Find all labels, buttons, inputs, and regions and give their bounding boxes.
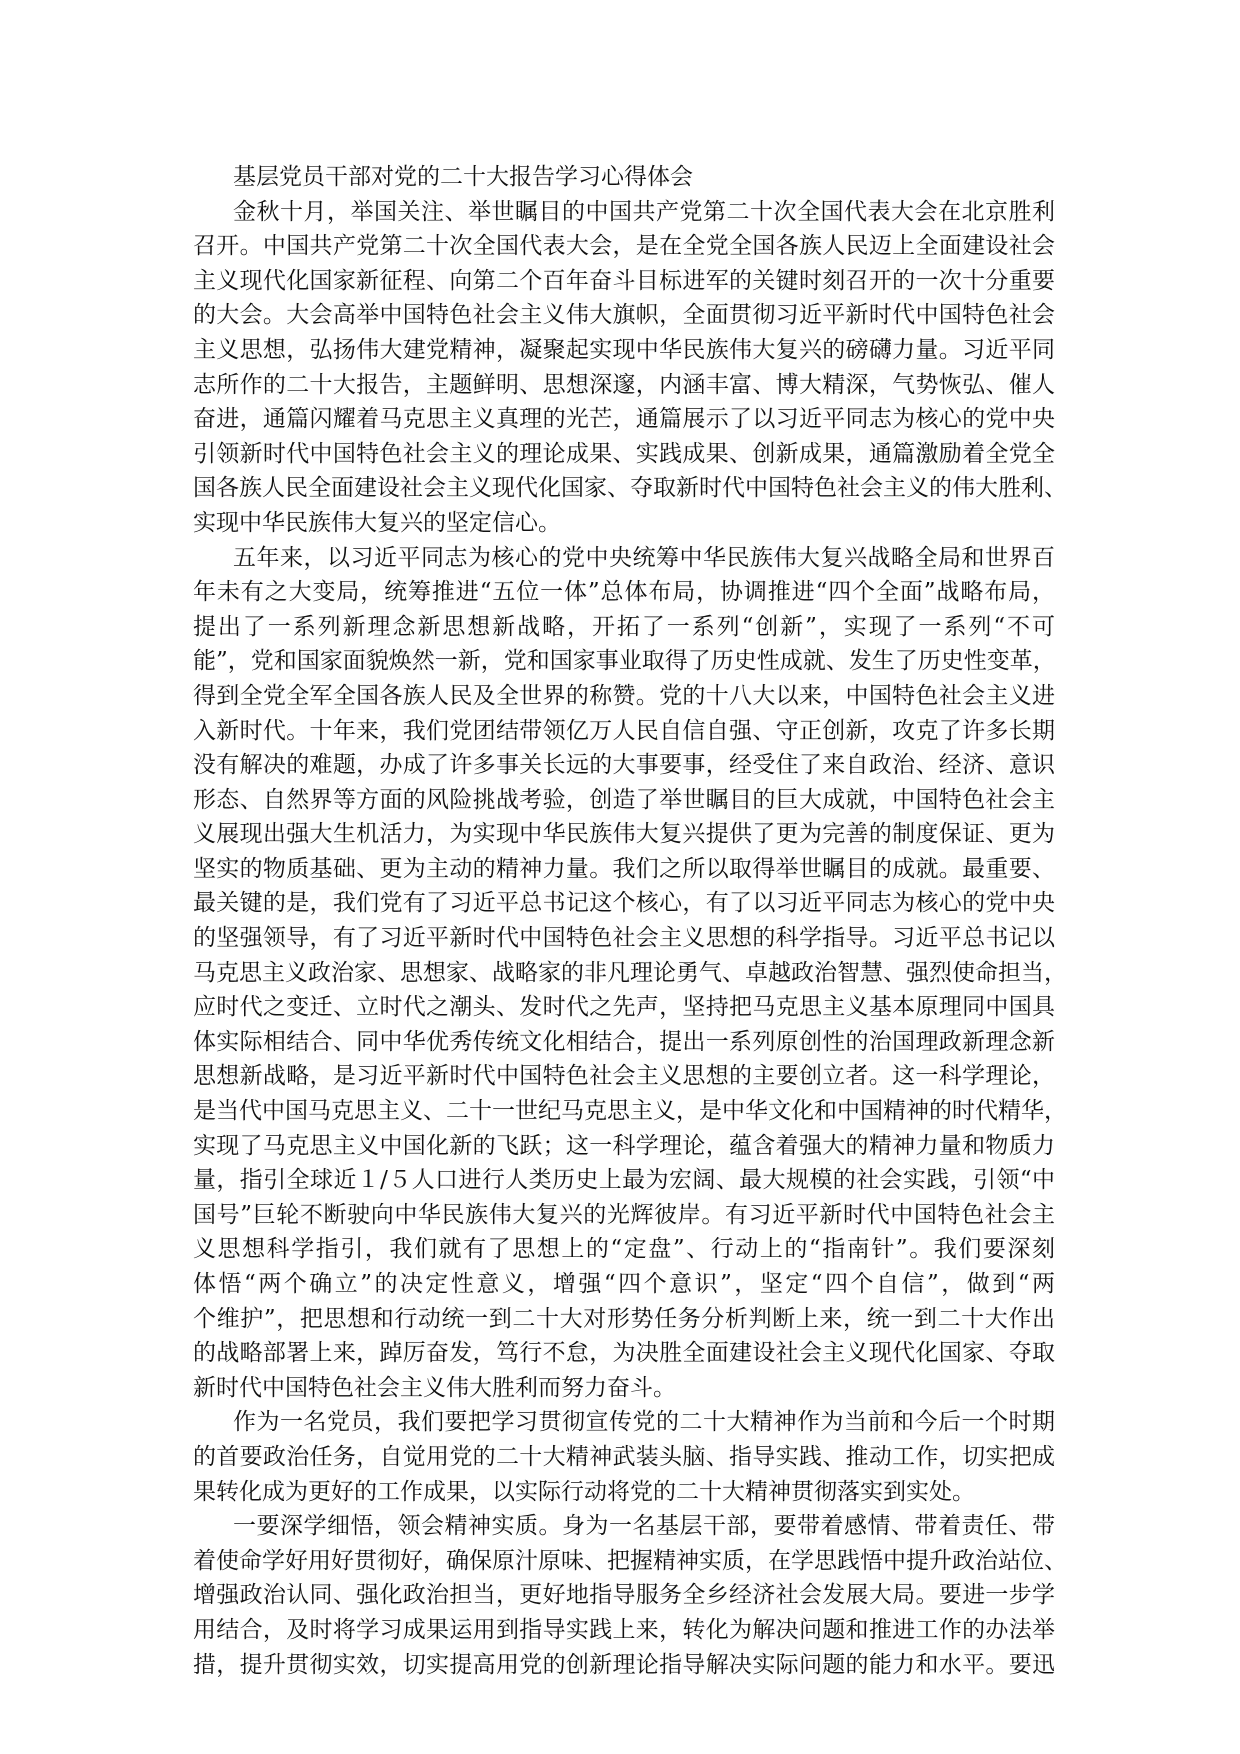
paragraph-line: 增强政治认同、强化政治担当，更好地指导服务全乡经济社会发展大局。要进一步学 (193, 1582, 1055, 1609)
paragraph-line: 召开。中国共产党第二十次全国代表大会，是在全党全国各族人民迈上全面建设社会 (193, 233, 1055, 260)
paragraph-line: 是当代中国马克思主义、二十一世纪马克思主义，是中华文化和中国精神的时代精华， (193, 1098, 1067, 1125)
paragraph-line: 国号”巨轮不断驶向中华民族伟大复兴的光辉彼岸。有习近平新时代中国特色社会主 (193, 1201, 1055, 1228)
body-paragraph (193, 1405, 1055, 1509)
paragraph-line: 新时代中国特色社会主义伟大胜利而努力奋斗。 (193, 1374, 676, 1401)
body-paragraph (193, 195, 1067, 541)
paragraph-line: 年未有之大变局，统筹推进“五位一体”总体布局，协调推进“四个全面”战略布局， (193, 579, 1055, 606)
paragraph-line: 用结合，及时将学习成果运用到指导实践上来，转化为解决问题和推进工作的办法举 (193, 1616, 1055, 1643)
paragraph-line: 量，指引全球近１/５人口进行人类历史上最为宏阔、最大规模的社会实践，引领“中 (193, 1167, 1055, 1194)
document-body (193, 160, 1067, 1682)
paragraph-line: 金秋十月，举国关注、举世瞩目的中国共产党第二十次全国代表大会在北京胜利 (233, 198, 1055, 225)
paragraph-line: 马克思主义政治家、思想家、战略家的非凡理论勇气、卓越政治智慧、强烈使命担当， (193, 959, 1067, 986)
paragraph-line: 果转化成为更好的工作成果，以实际行动将党的二十大精神贯彻落实到实处。 (193, 1478, 975, 1505)
paragraph-line: 国各族人民全面建设社会主义现代化国家、夺取新时代中国特色社会主义的伟大胜利、 (193, 475, 1067, 502)
paragraph-line: 的坚强领导，有了习近平新时代中国特色社会主义思想的科学指导。习近平总书记以 (193, 925, 1055, 952)
paragraph-line: 提出了一系列新理念新思想新战略，开拓了一系列“创新”，实现了一系列“不可 (193, 613, 1055, 640)
paragraph-line: 最关键的是，我们党有了习近平总书记这个核心，有了以习近平同志为核心的党中央 (193, 890, 1055, 917)
paragraph-line: 实现中华民族伟大复兴的坚定信心。 (193, 509, 561, 536)
paragraph-line: 形态、自然界等方面的风险挑战考验，创造了举世瞩目的巨大成就，中国特色社会主 (193, 786, 1055, 813)
paragraph-line: 的首要政治任务，自觉用党的二十大精神武装头脑、指导实践、推动工作，切实把成 (193, 1443, 1055, 1470)
paragraph-line: 义思想科学指引，我们就有了思想上的“定盘”、行动上的“指南针”。我们要深刻 (193, 1236, 1055, 1263)
paragraph-line: 作为一名党员，我们要把学习贯彻宣传党的二十大精神作为当前和今后一个时期 (233, 1409, 1055, 1436)
paragraph-line: 得到全党全军全国各族人民及全世界的称赞。党的十八大以来，中国特色社会主义进 (193, 682, 1055, 709)
paragraph-line: 主义思想，弘扬伟大建党精神，凝聚起实现中华民族伟大复兴的磅礴力量。习近平同 (193, 336, 1055, 363)
document-title: 基层党员干部对党的二十大报告学习心得体会 (233, 164, 693, 190)
paragraph-line: 引领新时代中国特色社会主义的理论成果、实践成果、创新成果，通篇激励着全党全 (193, 440, 1055, 467)
body-paragraph (193, 1509, 1067, 1682)
paragraph-line: 志所作的二十大报告，主题鲜明、思想深邃，内涵丰富、博大精深，气势恢弘、催人 (193, 371, 1055, 398)
paragraph-line: 体实际相结合、同中华优秀传统文化相结合，提出一系列原创性的治国理政新理念新 (193, 1028, 1055, 1055)
paragraph-container (193, 195, 1067, 1683)
paragraph-line: 措，提升贯彻实效，切实提高用党的创新理论指导解决实际问题的能力和水平。要迅 (193, 1651, 1055, 1678)
paragraph-line: 的战略部署上来，踔厉奋发，笃行不怠，为决胜全面建设社会主义现代化国家、夺取 (193, 1340, 1055, 1367)
paragraph-line: 实现了马克思主义中国化新的飞跃；这一科学理论，蕴含着强大的精神力量和物质力 (193, 1132, 1055, 1159)
paragraph-line: 义展现出强大生机活力，为实现中华民族伟大复兴提供了更为完善的制度保证、更为 (193, 821, 1055, 848)
paragraph-line: 坚实的物质基础、更为主动的精神力量。我们之所以取得举世瞩目的成就。最重要、 (193, 855, 1055, 882)
body-paragraph (193, 541, 1067, 1406)
paragraph-line: 思想新战略，是习近平新时代中国特色社会主义思想的主要创立者。这一科学理论， (193, 1063, 1055, 1090)
paragraph-line: 体悟“两个确立”的决定性意义，增强“四个意识”，坚定“四个自信”，做到“两 (193, 1271, 1055, 1297)
paragraph-line: 一要深学细悟，领会精神实质。身为一名基层干部，要带着感情、带着责任、带 (233, 1513, 1055, 1540)
paragraph-line: 着使命学好用好贯彻好，确保原汁原味、把握精神实质，在学思践悟中提升政治站位、 (193, 1547, 1067, 1574)
paragraph-line: 的大会。大会高举中国特色社会主义伟大旗帜，全面贯彻习近平新时代中国特色社会 (193, 302, 1055, 329)
paragraph-line: 个维护”，把思想和行动统一到二十大对形势任务分析判断上来，统一到二十大作出 (193, 1305, 1055, 1332)
paragraph-line: 没有解决的难题，办成了许多事关长远的大事要事，经受住了来自政治、经济、意识 (193, 752, 1055, 779)
paragraph-line: 五年来，以习近平同志为核心的党中央统筹中华民族伟大复兴战略全局和世界百 (233, 544, 1055, 571)
paragraph-line: 入新时代。十年来，我们党团结带领亿万人民自信自强、守正创新，攻克了许多长期 (193, 717, 1055, 744)
paragraph-line: 主义现代化国家新征程、向第二个百年奋斗目标进军的关键时刻召开的一次十分重要 (193, 267, 1055, 294)
paragraph-line: 奋进，通篇闪耀着马克思主义真理的光芒，通篇展示了以习近平同志为核心的党中央 (193, 406, 1055, 433)
paragraph-line: 能”，党和国家面貌焕然一新，党和国家事业取得了历史性成就、发生了历史性变革， (193, 648, 1056, 675)
paragraph-line: 应时代之变迁、立时代之潮头、发时代之先声，坚持把马克思主义基本原理同中国具 (193, 994, 1055, 1021)
